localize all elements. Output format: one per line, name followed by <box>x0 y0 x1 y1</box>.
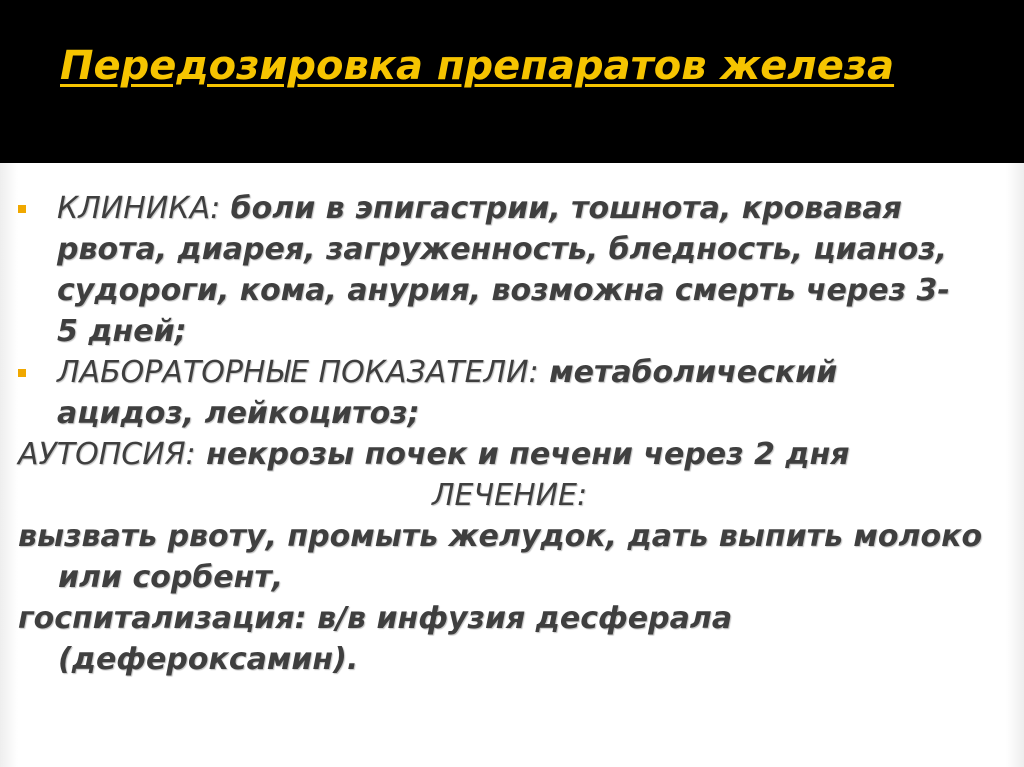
title-band <box>0 0 1024 163</box>
treatment-heading: ЛЕЧЕНИЕ: <box>432 478 588 513</box>
slide-body <box>0 188 1024 680</box>
bullet-item-clinic <box>57 188 962 352</box>
treatment-line: вызвать рвоту, промыть желудок, дать выпить молоко или сорбент, <box>18 519 983 595</box>
bullet-heading: ЛАБОРАТОРНЫЕ ПОКАЗАТЕЛИ: <box>57 355 539 390</box>
bullet-text <box>57 191 950 349</box>
bullet-item-lab <box>57 352 962 434</box>
treatment-line: госпитализация: в/в инфузия десферала (дефероксамин). <box>18 601 733 677</box>
bullet-square-icon <box>18 369 26 377</box>
autopsy-line <box>18 434 998 475</box>
autopsy-heading: АУТОПСИЯ: <box>18 437 196 472</box>
bullet-text <box>57 355 837 431</box>
bullet-square-icon <box>18 205 26 213</box>
bullet-body: боли в эпигастрии, тошнота, кровавая рвота, диарея, загруженность, бледность, цианоз, судороги, кома, анурия, возможна смерть через 3-5 дней; <box>57 191 950 349</box>
bullet-heading: КЛИНИКА: <box>57 191 221 226</box>
slide-title: Передозировка препаратов железа <box>60 43 895 89</box>
autopsy-text: некрозы почек и печени через 2 дня <box>195 437 850 472</box>
bullet-body: метаболический ацидоз, лейкоцитоз; <box>57 355 838 431</box>
